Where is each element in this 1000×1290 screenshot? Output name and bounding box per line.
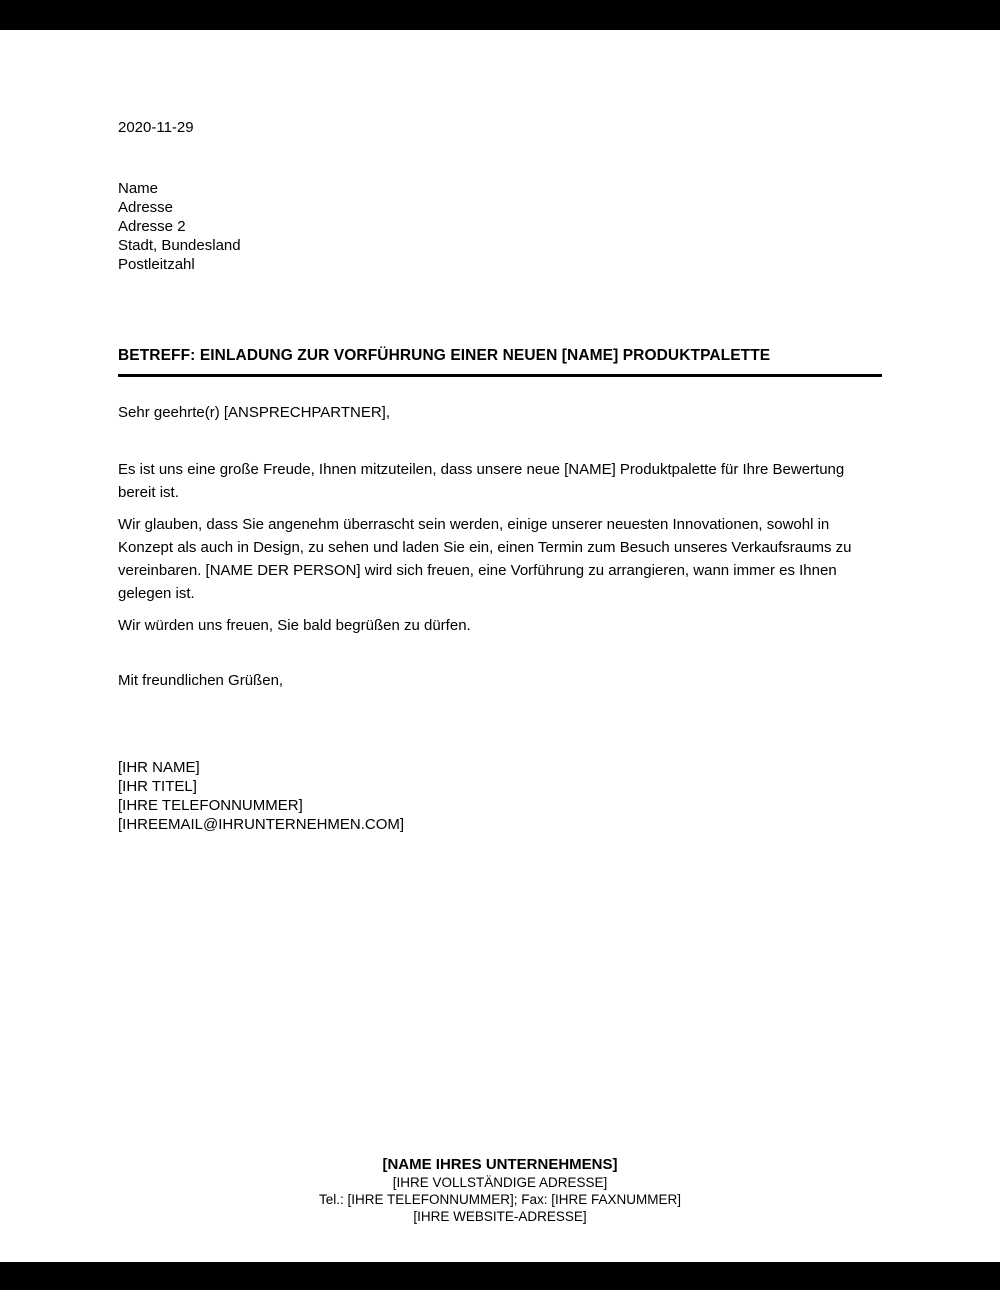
company-name: [NAME IHRES UNTERNEHMENS] (382, 1156, 618, 1173)
body-paragraph-3: Wir würden uns freuen, Sie bald begrüßen zu dürfen. (118, 617, 471, 634)
recipient-address-block (118, 179, 882, 274)
salutation: Sehr geehrte(r) [ANSPRECHPARTNER], (118, 404, 391, 421)
subject-line: BETREFF: EINLADUNG ZUR VORFÜHRUNG EINER NEUEN [NAME] PRODUKTPALETTE (118, 347, 771, 364)
subject-divider (118, 374, 882, 377)
signature-phone-line: [IHRE TELEFONNUMMER] (118, 797, 303, 814)
closing: Mit freundlichen Grüßen, (118, 672, 284, 689)
bottom-border-bar (0, 1262, 1000, 1290)
signature-title-line: [IHR TITEL] (118, 778, 197, 795)
recipient-city-state-line: Stadt, Bundesland (118, 237, 241, 254)
signature-email-line: [IHREEMAIL@IHRUNTERNEHMEN.COM] (118, 816, 405, 833)
recipient-name-line: Name (118, 180, 159, 197)
recipient-postal-code-line: Postleitzahl (118, 256, 195, 273)
recipient-address-line: Adresse (118, 199, 174, 216)
footer-website-line: [IHRE WEBSITE-ADRESSE] (413, 1209, 587, 1224)
signature-block (118, 758, 882, 834)
body-paragraph-2: Wir glauben, dass Sie angenehm überrascht sein werden, einige unserer neuesten Innovationen, sowohl in Konzept als auch in Design, zu sehen und laden Sie ein, einen Termin zum Besuch unseres Verkaufsraums zu vereinbaren. [NAME DER PERSON] wird sich freuen, eine Vorführung zu arrangieren, wann immer es Ihnen gelegen ist. (118, 516, 852, 602)
top-border-bar (0, 0, 1000, 30)
body-paragraph-1: Es ist uns eine große Freude, Ihnen mitzuteilen, dass unsere neue [NAME] Produktpalette für Ihre Bewertung bereit ist. (118, 461, 845, 501)
letter-date: 2020-11-29 (118, 119, 194, 136)
footer (0, 1156, 1000, 1225)
signature-name-line: [IHR NAME] (118, 759, 200, 776)
footer-phone-fax-line: Tel.: [IHRE TELEFONNUMMER]; Fax: [IHRE FAXNUMMER] (318, 1192, 682, 1207)
footer-address-line: [IHRE VOLLSTÄNDIGE ADRESSE] (392, 1175, 608, 1190)
recipient-address2-line: Adresse 2 (118, 218, 186, 235)
